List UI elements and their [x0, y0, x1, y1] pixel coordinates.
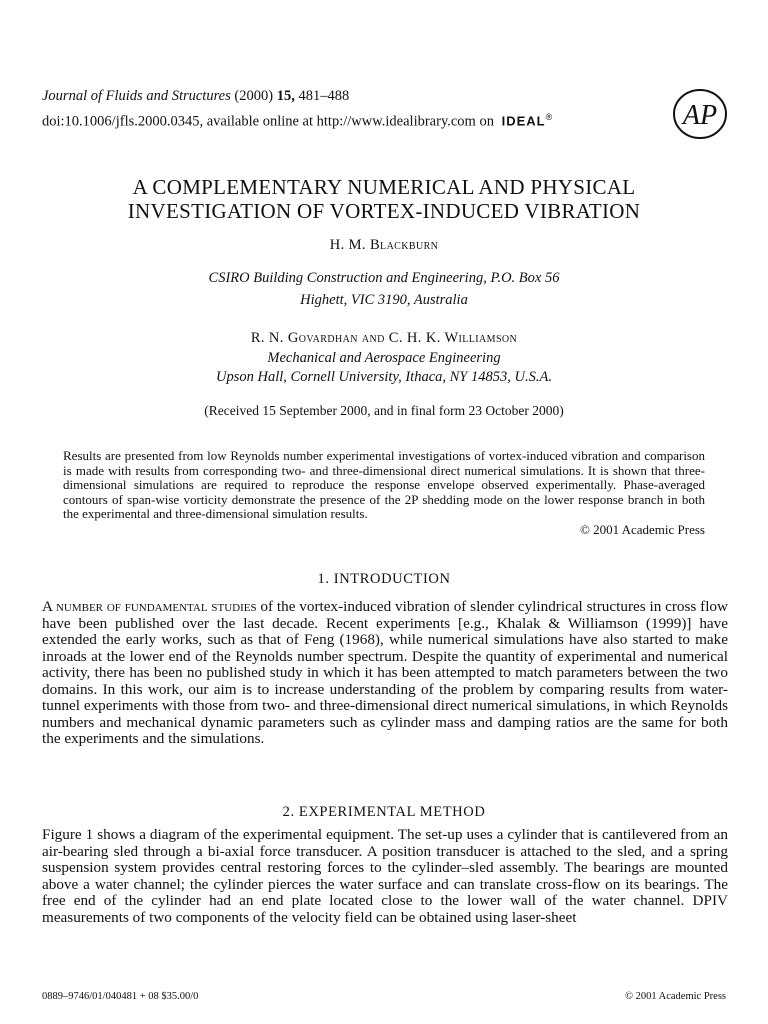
journal-volume: 15, [276, 88, 295, 104]
received-dates: (Received 15 September 2000, and in final form 23 October 2000) [204, 403, 564, 418]
abstract-text: Results are presented from low Reynolds number experimental investigations of vortex-induced vibration and comparison is made with results from corresponding two- and three-dimensional direct numerical simulations. It is shown that three-dimensional simulations are required to reproduce the response envelope observed experimentally. Phase-averaged contours of span-wise vorticity demonstrate the presence of the 2P shedding mode on the lower response branch in both the experimental and three-dimensional simulation results. [63, 448, 705, 522]
journal-name: Journal of Fluids and Structures [42, 88, 231, 104]
journal-header [42, 86, 742, 132]
author-1-name: H. M. Blackburn [329, 237, 439, 253]
author-2-names: R. N. Govardhan and C. H. K. Williamson [250, 330, 518, 346]
section-1-body [42, 599, 728, 748]
publisher-logo-text: AP [682, 100, 718, 131]
section-2-body: Figure 1 shows a diagram of the experimental equipment. The set-up uses a cylinder that is cantilevered from an air-bearing sled through a bi-axial force transducer. A position transducer is attached to the sled, and a spring suspension system provides central restoring forces to the cylinder–sled assembly. The bearings are mounted above a water channel; the cylinder pierces the water surface and can translate cross-flow on its bearings. The free end of the cylinder had an end plate located close to the lower wall of the water channel. DPIV measurements of two components of the velocity field can be obtained using laser-sheet [42, 826, 728, 926]
ideal-logo [502, 107, 554, 131]
citation-line [42, 86, 742, 107]
author-1-affiliation-line-2: Highett, VIC 3190, Australia [300, 292, 468, 308]
section-2-heading: 2. EXPERIMENTAL METHOD [282, 804, 486, 820]
academic-press-logo-icon [672, 88, 728, 140]
paper-title [0, 175, 768, 223]
abstract [63, 449, 705, 538]
section-1-heading: 1. INTRODUCTION [317, 571, 451, 587]
ideal-registered-mark: ® [545, 112, 554, 122]
footer-publication-code: 0889–9746/01/040481 + 08 $35.00/0 [42, 991, 199, 1002]
section-1-lead: A number of fundamental studies [42, 598, 257, 615]
journal-pages: 481–488 [298, 88, 350, 104]
doi-text[interactable]: doi:10.1006/jfls.2000.0345, available online at http://www.idealibrary.com on [42, 113, 494, 130]
author-1-affiliation-line-1: CSIRO Building Construction and Engineering, P.O. Box 56 [208, 270, 560, 286]
footer-copyright: © 2001 Academic Press [624, 991, 726, 1002]
ideal-logo-text: IDEAL [501, 113, 546, 129]
journal-year: (2000) [234, 88, 274, 104]
doi-line [42, 107, 742, 132]
section-1-text: of the vortex-induced vibration of slender cylindrical structures in cross flow have been published over the last decade. Recent experiments [e.g., Khalak & Williamson (1999)] have extended the early works, such as that of Feng (1968), while numerical simulations have also started to make inroads at the lower end of the Reynolds number spectrum. Despite the quantity of experimental and numerical activity, there has been no published study in which it has been attempted to match parameters between the two domains. In this work, our aim is to increase understanding of the problem by comparing results from water-tunnel experiments with those from two- and three-dimensional direct numerical simulations, in which Reynolds numbers and mechanical dynamic parameters such as cylinder mass and damping ratios are the same for both the experiments and the simulations. [42, 598, 728, 747]
title-line-1: A COMPLEMENTARY NUMERICAL AND PHYSICAL [132, 175, 636, 199]
title-line-2: INVESTIGATION OF VORTEX-INDUCED VIBRATION [127, 199, 641, 223]
author-2-affiliation-line-2: Upson Hall, Cornell University, Ithaca, NY 14853, U.S.A. [216, 369, 552, 385]
author-2-affiliation-line-1: Mechanical and Aerospace Engineering [267, 350, 501, 366]
abstract-copyright: © 2001 Academic Press [579, 521, 705, 537]
